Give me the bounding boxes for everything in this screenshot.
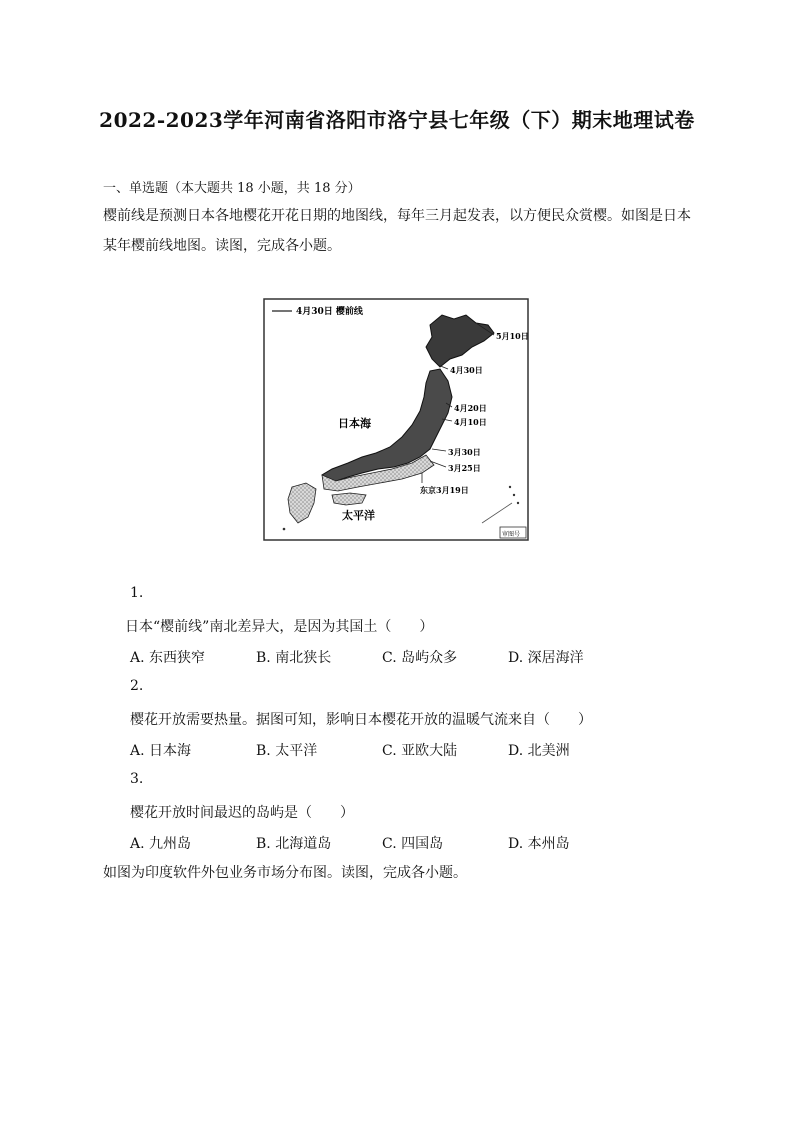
- label-apr30: 4月30日: [450, 365, 483, 375]
- japan-map-figure: [262, 297, 530, 542]
- question-text: 日本“樱前线”南北差异大，是因为其国土（ ）: [125, 619, 434, 635]
- label-pacific-ocean: 太平洋: [342, 509, 375, 522]
- legend-text: 4月30日 樱前线: [296, 307, 363, 317]
- island-dot: [283, 528, 286, 531]
- option-c: C. 四国岛: [382, 836, 444, 852]
- intro-line-1: 樱前线是预测日本各地樱花开花日期的地图线，每年三月起发表，以方便民众赏樱。如图是日本: [103, 208, 691, 224]
- question-number: 2.: [130, 678, 144, 694]
- option-a: A. 日本海: [130, 743, 192, 759]
- question-text: 樱花开放时间最迟的岛屿是（ ）: [130, 805, 354, 821]
- island-dot: [509, 486, 511, 488]
- label-mar30: 3月30日: [448, 447, 481, 457]
- label-mar25: 3月25日: [448, 463, 481, 473]
- option-c: C. 亚欧大陆: [382, 743, 458, 759]
- option-a: A. 九州岛: [130, 836, 192, 852]
- closing-paragraph: 如图为印度软件外包业务市场分布图。读图，完成各小题。: [103, 865, 467, 881]
- question-number: 3.: [130, 771, 144, 787]
- shikoku-island: [332, 493, 366, 505]
- label-tokyo: 东京3月19日: [420, 485, 469, 495]
- option-b: B. 北海道岛: [256, 836, 332, 852]
- label-apr10: 4月10日: [454, 417, 487, 427]
- section-heading: 一、单选题（本大题共 18 小题，共 18 分）: [103, 181, 361, 196]
- option-d: D. 深居海洋: [508, 650, 584, 666]
- option-d: D. 本州岛: [508, 836, 570, 852]
- label-apr20: 4月20日: [454, 403, 487, 413]
- island-dot: [513, 494, 515, 496]
- option-a: A. 东西狭窄: [130, 650, 206, 666]
- option-c: C. 岛屿众多: [382, 650, 458, 666]
- map-stamp-text: 审图号: [502, 531, 521, 538]
- option-b: B. 南北狭长: [256, 650, 332, 666]
- question-text: 樱花开放需要热量。据图可知，影响日本樱花开放的温暖气流来自（ ）: [130, 712, 592, 728]
- sakura-front-map: [262, 297, 530, 542]
- exam-title: 2022-2023学年河南省洛阳市洛宁县七年级（下）期末地理试卷: [99, 108, 695, 132]
- question-number: 1.: [130, 585, 144, 601]
- option-d: D. 北美洲: [508, 743, 570, 759]
- island-dot: [517, 502, 519, 504]
- label-may10: 5月10日: [496, 331, 529, 341]
- option-b: B. 太平洋: [256, 743, 318, 759]
- intro-line-2: 某年樱前线地图。读图，完成各小题。: [103, 238, 341, 254]
- label-sea-of-japan: 日本海: [338, 417, 371, 430]
